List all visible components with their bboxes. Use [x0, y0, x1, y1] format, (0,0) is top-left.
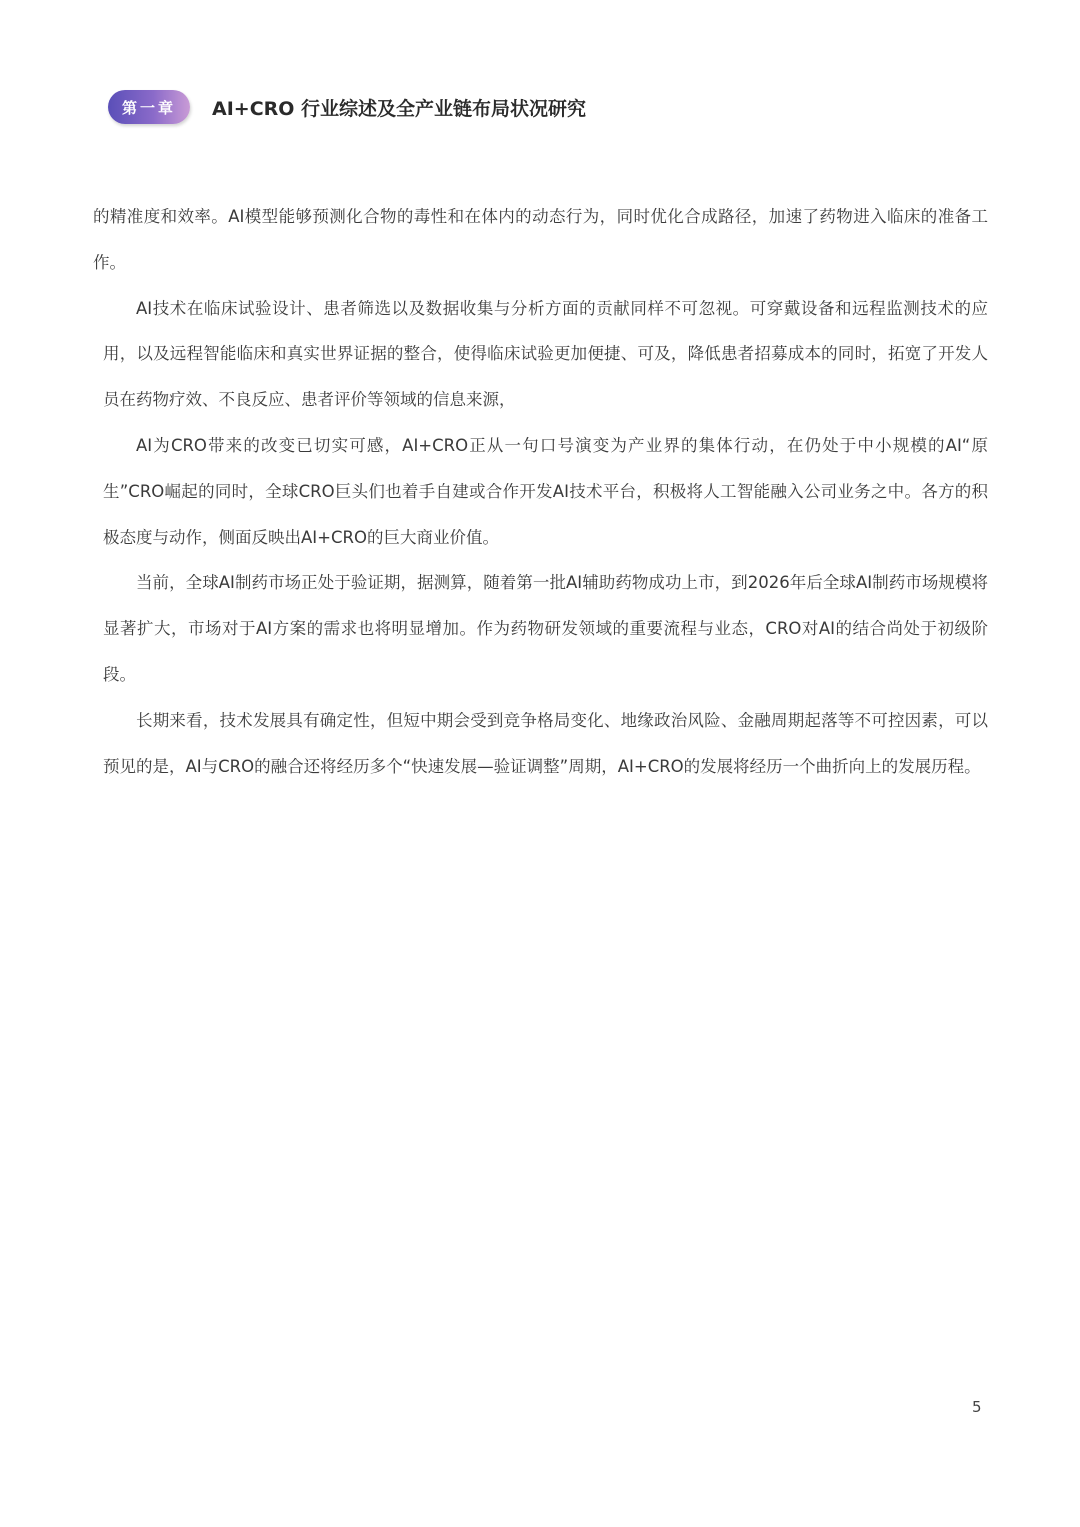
- page-number: 5: [972, 1398, 982, 1416]
- paragraph: 的精准度和效率。AI模型能够预测化合物的毒性和在体内的动态行为，同时优化合成路径，加速了药物进入临床的准备工作。: [93, 207, 988, 272]
- paragraph: AI为CRO带来的改变已切实可感，AI+CRO正从一句口号演变为产业界的集体行动，在仍处于中小规模的AI“原生”CRO崛起的同时，全球CRO巨头们也着手自建或合作开发AI技术平台，积极将人工智能融入公司业务之中。各方的积极态度与动作，侧面反映出AI+CRO的巨大商业价值。: [103, 435, 988, 547]
- body-text: [93, 194, 988, 789]
- paragraph: AI技术在临床试验设计、患者筛选以及数据收集与分析方面的贡献同样不可忽视。可穿戴设备和远程监测技术的应用，以及远程智能临床和真实世界证据的整合，使得临床试验更加便捷、可及，降低患者招募成本的同时，拓宽了开发人员在药物疗效、不良反应、患者评价等领域的信息来源，: [103, 298, 988, 410]
- chapter-title: AI+CRO 行业综述及全产业链布局状况研究: [212, 97, 587, 120]
- chapter-badge: 第一章: [108, 90, 190, 124]
- paragraph: 长期来看，技术发展具有确定性，但短中期会受到竞争格局变化、地缘政治风险、金融周期起落等不可控因素，可以预见的是，AI与CRO的融合还将经历多个“快速发展—验证调整”周期，AI+CRO的发展将经历一个曲折向上的发展历程。: [103, 710, 988, 776]
- paragraph: 当前，全球AI制药市场正处于验证期，据测算，随着第一批AI辅助药物成功上市，到2026年后全球AI制药市场规模将显著扩大，市场对于AI方案的需求也将明显增加。作为药物研发领域的重要流程与业态，CRO对AI的结合尚处于初级阶段。: [103, 573, 988, 684]
- page-header: [108, 90, 586, 124]
